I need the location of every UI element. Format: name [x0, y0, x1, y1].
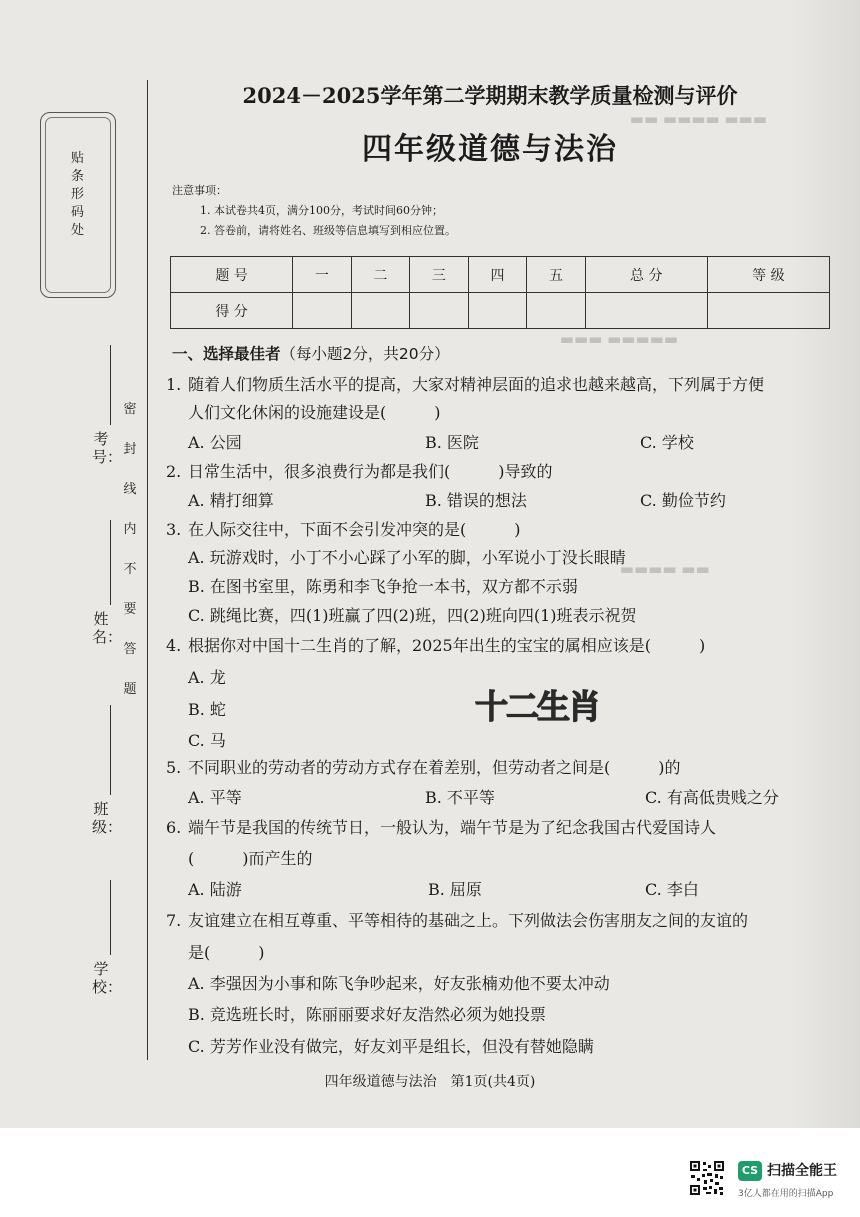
seal-char: 内 — [123, 522, 137, 537]
score-header-cell: 四 — [468, 257, 527, 293]
bleed-through: ▬▬ ▬▬▬▬ — [620, 560, 710, 578]
question-text: 随着人们物质生活水平的提高，大家对精神层面的追求也越来越高，下列属于方便 — [188, 375, 765, 394]
subject-title: 四年级道德与法治 — [362, 132, 618, 167]
option[interactable]: B. 竞选班长时，陈丽丽要求好友浩然必须为她投票 — [188, 1005, 546, 1024]
name-label: 姓名： — [92, 610, 123, 646]
question-text: 是( ) — [188, 943, 265, 962]
camscanner-tagline: 3亿人都在用的扫描App — [738, 1189, 834, 1199]
option[interactable]: A. 龙 — [188, 668, 226, 687]
seal-char: 线 — [123, 482, 137, 497]
option[interactable]: B. 不平等 — [425, 788, 495, 807]
option[interactable]: A. 平等 — [188, 788, 242, 807]
question-text: 人们文化休闲的设施建设是( ) — [188, 403, 441, 422]
seal-char: 封 — [123, 442, 137, 457]
score-table-score-row — [171, 293, 830, 329]
zodiac-image — [462, 678, 612, 734]
score-header-cell: 五 — [527, 257, 586, 293]
option[interactable]: B. 在图书室里，陈勇和李飞争抢一本书，双方都不示弱 — [188, 577, 578, 596]
exam-title: 2024－2025学年第二学期期末教学质量检测与评价 — [242, 83, 738, 108]
score-cell[interactable] — [351, 293, 410, 329]
score-cell[interactable] — [468, 293, 527, 329]
note-item: 1. 本试卷共4页，满分100分，考试时间60分钟； — [200, 204, 443, 217]
page-shadow — [790, 0, 860, 1128]
page-footer: 四年级道德与法治 第1页(共4页) — [324, 1074, 536, 1090]
seal-char: 密 — [123, 402, 137, 417]
notes-heading: 注意事项： — [172, 184, 227, 197]
score-table — [170, 256, 830, 329]
score-row-label: 得 分 — [171, 293, 293, 329]
option[interactable]: A. 陆游 — [188, 880, 242, 899]
score-cell[interactable] — [585, 293, 707, 329]
question-number: 7. — [166, 911, 182, 930]
score-header-cell: 题 号 — [171, 257, 293, 293]
camscanner-logo: CS — [738, 1161, 762, 1181]
section-note: （每小题2分，共20分） — [280, 345, 450, 363]
question-text: ( )而产生的 — [188, 849, 313, 868]
bleed-through: ▬▬▬▬▬ ▬▬▬ — [560, 330, 679, 348]
barcode-label: 贴条形码处 — [70, 151, 85, 238]
exam-number-label: 考号： — [92, 430, 123, 466]
option[interactable]: C. 勤俭节约 — [640, 491, 726, 510]
option[interactable]: C. 李白 — [645, 880, 699, 899]
question-text: 端午节是我国的传统节日，一般认为，端午节是为了纪念我国古代爱国诗人 — [188, 818, 717, 837]
bleed-through: ▬▬▬ ▬▬▬▬ ▬▬ — [630, 110, 768, 128]
option[interactable]: A. 玩游戏时，小丁不小心踩了小军的脚，小军说小丁没长眼睛 — [188, 548, 626, 567]
option[interactable]: A. 精打细算 — [188, 491, 274, 510]
name-line[interactable] — [110, 520, 111, 605]
section-title: 一、选择最佳者 — [172, 345, 281, 363]
school-label: 学校： — [92, 960, 123, 996]
score-cell[interactable] — [293, 293, 352, 329]
question-text: 根据你对中国十二生肖的了解，2025年出生的宝宝的属相应该是( ) — [188, 636, 706, 655]
note-item: 2. 答卷前，请将姓名、班级等信息填写到相应位置。 — [200, 224, 456, 237]
binding-line — [147, 80, 148, 1060]
question-number: 5. — [166, 758, 182, 777]
score-header-cell: 一 — [293, 257, 352, 293]
seal-char: 答 — [123, 642, 137, 657]
option[interactable]: A. 李强因为小事和陈飞争吵起来，好友张楠劝他不要太冲动 — [188, 974, 610, 993]
seal-char: 题 — [123, 682, 137, 697]
score-header-cell: 三 — [410, 257, 469, 293]
class-line[interactable] — [110, 705, 111, 795]
seal-char: 要 — [123, 602, 137, 617]
option[interactable]: B. 医院 — [425, 433, 479, 452]
option[interactable]: C. 芳芳作业没有做完，好友刘平是组长，但没有替她隐瞒 — [188, 1037, 594, 1056]
question-number: 4. — [166, 636, 182, 655]
question-number: 1. — [166, 375, 182, 394]
option[interactable]: C. 马 — [188, 731, 226, 750]
question-text: 不同职业的劳动者的劳动方式存在着差别，但劳动者之间是( )的 — [188, 758, 681, 777]
exam-number-line[interactable] — [110, 345, 111, 425]
score-header-cell: 二 — [351, 257, 410, 293]
score-cell[interactable] — [527, 293, 586, 329]
seal-line-text — [120, 400, 140, 720]
option[interactable]: B. 蛇 — [188, 700, 226, 719]
question-text: 日常生活中，很多浪费行为都是我们( )导致的 — [188, 462, 553, 481]
question-text: 在人际交往中，下面不会引发冲突的是( ) — [188, 520, 521, 539]
option[interactable]: B. 屈原 — [428, 880, 482, 899]
question-number: 2. — [166, 462, 182, 481]
question-number: 6. — [166, 818, 182, 837]
option[interactable]: B. 错误的想法 — [425, 491, 527, 510]
school-line[interactable] — [110, 880, 111, 955]
qr-code-icon — [689, 1160, 725, 1196]
option[interactable]: C. 有高低贵贱之分 — [645, 788, 779, 807]
section-heading — [172, 342, 450, 364]
class-label: 班级： — [92, 800, 123, 836]
option[interactable]: C. 跳绳比赛，四(1)班赢了四(2)班，四(2)班向四(1)班表示祝贺 — [188, 606, 637, 625]
camscanner-name: 扫描全能王 — [767, 1163, 837, 1179]
question-number: 3. — [166, 520, 182, 539]
score-cell[interactable] — [707, 293, 829, 329]
option[interactable]: C. 学校 — [640, 433, 694, 452]
option[interactable]: A. 公园 — [188, 433, 242, 452]
seal-char: 不 — [123, 562, 137, 577]
score-table-header-row — [171, 257, 830, 293]
score-header-cell: 等 级 — [707, 257, 829, 293]
zodiac-image-text: 十二生肖 — [475, 687, 599, 726]
score-cell[interactable] — [410, 293, 469, 329]
score-header-cell: 总 分 — [585, 257, 707, 293]
question-text: 友谊建立在相互尊重、平等相待的基础之上。下列做法会伤害朋友之间的友谊的 — [188, 911, 749, 930]
